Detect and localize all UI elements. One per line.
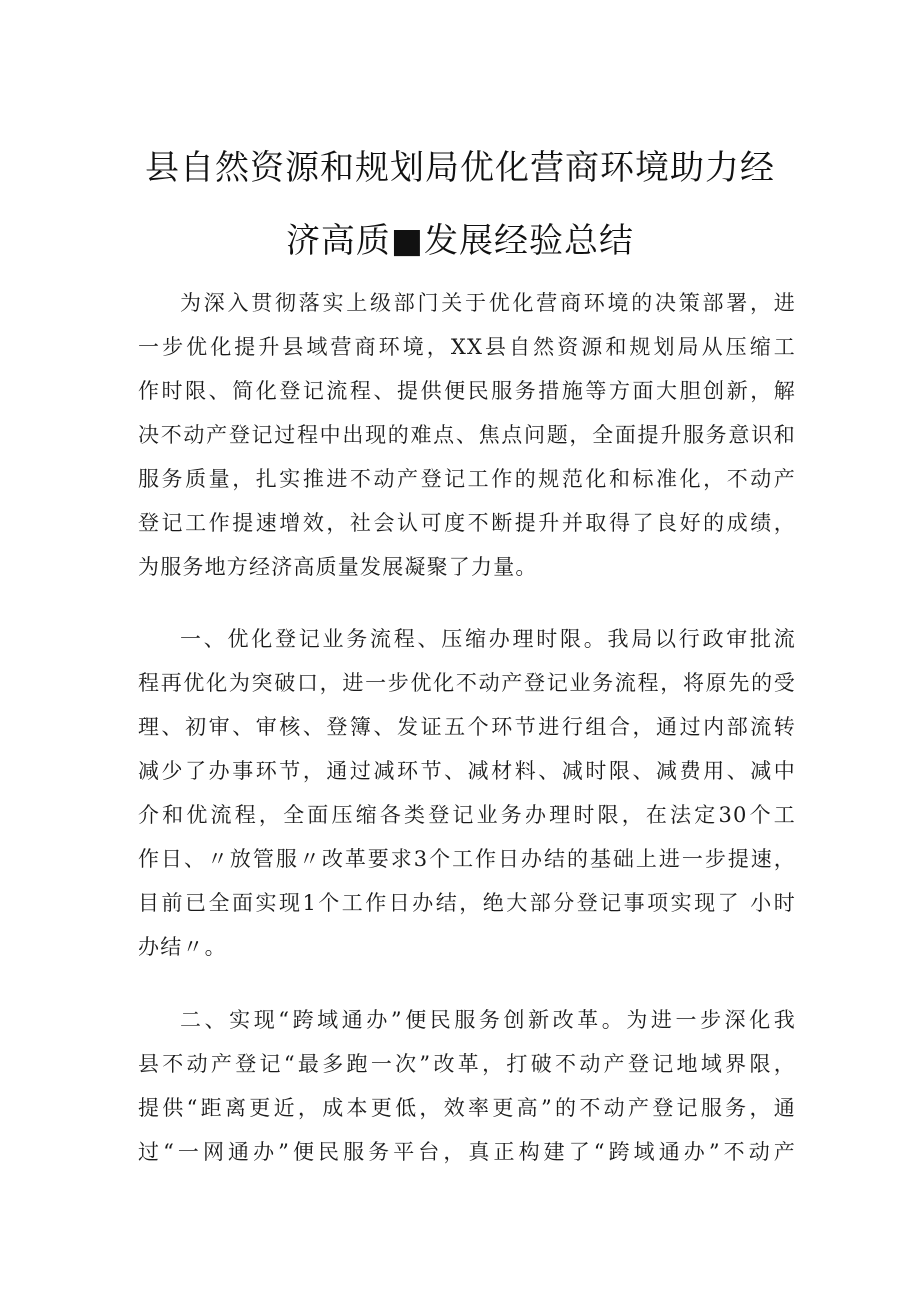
document-title-line-2: 济高质■发展经验总结 bbox=[285, 221, 635, 261]
paragraph-line: 介和优流程，全面压缩各类登记业务办理时限，在法定30个工 bbox=[138, 803, 796, 827]
paragraph-line: 一步优化提升县域营商环境，XX县自然资源和规划局从压缩工 bbox=[138, 335, 796, 359]
paragraph-line: 决不动产登记过程中出现的难点、焦点问题，全面提升服务意识和 bbox=[138, 423, 796, 447]
paragraph-line: 二、实现“跨域通办”便民服务创新改革。为进一步深化我 bbox=[180, 1008, 796, 1032]
paragraph-line: 一、优化登记业务流程、压缩办理时限。我局以行政审批流 bbox=[180, 627, 796, 651]
paragraph-line: 程再优化为突破口，进一步优化不动产登记业务流程，将原先的受 bbox=[138, 671, 796, 695]
paragraph-line: 理、初审、审核、登簿、发证五个环节进行组合，通过内部流转 bbox=[138, 715, 796, 739]
paragraph-line: 过“一网通办”便民服务平台，真正构建了“跨域通办”不动产 bbox=[138, 1140, 796, 1164]
paragraph-line: 服务质量，扎实推进不动产登记工作的规范化和标准化，不动产 bbox=[138, 467, 796, 491]
document-title-line-1: 县自然资源和规划局优化营商环境助力经 bbox=[145, 148, 775, 188]
paragraph-2 bbox=[138, 617, 796, 969]
paragraph-line: 提供“距离更近，成本更低，效率更高”的不动产登记服务，通 bbox=[138, 1096, 796, 1120]
paragraph-line: 目前已全面实现1个工作日办结，绝大部分登记事项实现了 小时 bbox=[138, 891, 796, 915]
paragraph-3 bbox=[138, 998, 796, 1174]
paragraph-line: 减少了办事环节，通过减环节、减材料、减时限、减费用、减中 bbox=[138, 759, 796, 783]
paragraph-line: 为服务地方经济高质量发展凝聚了力量。 bbox=[138, 555, 538, 579]
paragraph-line: 作日、〃放管服〃改革要求3个工作日办结的基础上进一步提速， bbox=[138, 847, 796, 871]
paragraph-line: 作时限、简化登记流程、提供便民服务措施等方面大胆创新，解 bbox=[138, 379, 796, 403]
paragraph-line: 为深入贯彻落实上级部门关于优化营商环境的决策部署，进 bbox=[180, 291, 796, 315]
paragraph-line: 县不动产登记“最多跑一次”改革，打破不动产登记地域界限， bbox=[138, 1052, 796, 1076]
paragraph-1 bbox=[138, 281, 796, 589]
paragraph-line: 办结〃。 bbox=[138, 935, 227, 959]
paragraph-line: 登记工作提速增效，社会认可度不断提升并取得了良好的成绩， bbox=[138, 511, 796, 535]
